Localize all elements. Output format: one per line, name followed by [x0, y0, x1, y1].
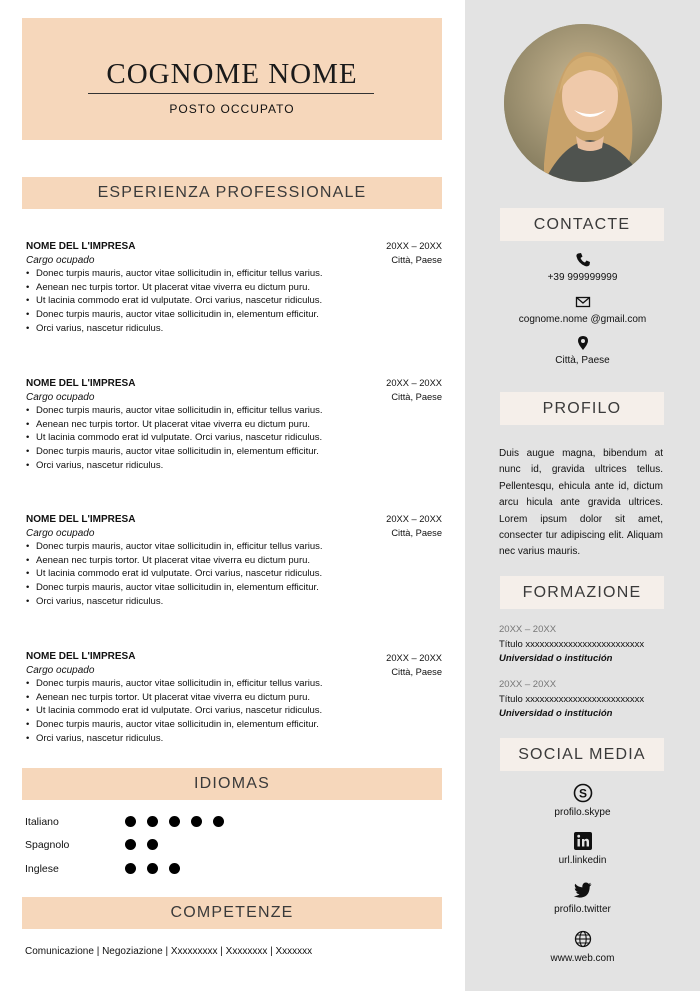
level-dot	[147, 863, 158, 874]
phone-icon	[575, 252, 591, 268]
phone-number: +39 999999999	[547, 272, 618, 283]
education-school: Universidad o institución	[499, 653, 613, 664]
education-school: Universidad o institución	[499, 708, 613, 719]
name-divider	[88, 93, 374, 94]
bullet-item: • Aenean nec turpis tortor. Ut placerat vitae viverra eu dictum puru.	[26, 418, 442, 432]
experience-meta	[386, 377, 442, 404]
experience-meta	[386, 652, 442, 679]
experience-period: 20XX – 20XX	[386, 378, 442, 388]
level-dot	[125, 839, 136, 850]
experience-period: 20XX – 20XX	[386, 653, 442, 663]
education-title: Título xxxxxxxxxxxxxxxxxxxxxxxxx	[499, 638, 645, 650]
bullet-item: • Donec turpis mauris, auctor vitae sollicitudin in, efficitur tellus varius.	[26, 267, 442, 281]
bullet-item: • Donec turpis mauris, auctor vitae sollicitudin in, elementum efficitur.	[26, 581, 442, 595]
linkedin-icon	[573, 831, 593, 851]
skills-list: Comunicazione | Negoziazione | Xxxxxxxxx | Xxxxxxxx | Xxxxxxx	[25, 946, 313, 957]
skype-handle[interactable]: profilo.skype	[554, 807, 611, 818]
company-name: NOME DEL L'IMPRESA	[26, 241, 136, 252]
language-level	[125, 839, 158, 850]
experience-entry	[26, 650, 442, 745]
bullet-item: • Orci varius, nascetur ridiculus.	[26, 322, 442, 336]
profile-summary: Duis augue magna, bibendum at nunc id, gravida ultrices tellus. Pellentesqu, ehicula ante id, dictum arcu hicula ante gravida ultrices. Lorem ipsum dolor sit amet, consecter tur adipiscing elit. Aliquam nec varius mauris.	[499, 448, 663, 558]
job-role: Cargo ocupado	[26, 391, 95, 403]
svg-text:S: S	[578, 786, 587, 801]
envelope-icon	[575, 294, 591, 310]
language-row	[25, 860, 425, 880]
contact-location	[465, 335, 700, 366]
experience-bullets	[26, 677, 442, 745]
experience-entry	[26, 377, 442, 472]
social-website[interactable]	[465, 929, 700, 964]
language-row	[25, 813, 425, 833]
experience-location: Città, Paese	[391, 391, 442, 402]
bullet-item: • Ut lacinia commodo erat id vulputate. Orci varius, nascetur ridiculus.	[26, 704, 442, 718]
experience-meta	[386, 513, 442, 540]
language-level	[125, 816, 224, 827]
bullet-item: • Donec turpis mauris, auctor vitae sollicitudin in, efficitur tellus varius.	[26, 677, 442, 691]
education-period: 20XX – 20XX	[499, 624, 557, 635]
level-dot	[125, 816, 136, 827]
bullet-item: • Aenean nec turpis tortor. Ut placerat vitae viverra eu dictum puru.	[26, 691, 442, 705]
experience-bullets	[26, 540, 442, 608]
bullet-item: • Donec turpis mauris, auctor vitae sollicitudin in, elementum efficitur.	[26, 718, 442, 732]
job-role: Cargo ocupado	[26, 527, 95, 539]
sidebar	[465, 0, 700, 991]
experience-location: Città, Paese	[391, 254, 442, 265]
section-title-languages: IDIOMAS	[22, 768, 442, 800]
header-block	[22, 18, 442, 140]
education-title: Título xxxxxxxxxxxxxxxxxxxxxxxxx	[499, 693, 645, 705]
level-dot	[147, 839, 158, 850]
globe-icon	[573, 929, 593, 949]
bullet-item: • Donec turpis mauris, auctor vitae sollicitudin in, elementum efficitur.	[26, 308, 442, 322]
email-address: cognome.nome @gmail.com	[518, 314, 647, 325]
experience-meta	[386, 240, 442, 267]
bullet-item: • Orci varius, nascetur ridiculus.	[26, 595, 442, 609]
twitter-icon	[573, 880, 593, 900]
job-role: Cargo ocupado	[26, 254, 95, 266]
linkedin-url[interactable]: url.linkedin	[558, 855, 607, 866]
experience-period: 20XX – 20XX	[386, 241, 442, 251]
profile-photo	[504, 24, 662, 182]
experience-location: Città, Paese	[391, 666, 442, 677]
education-period: 20XX – 20XX	[499, 679, 557, 690]
language-name: Italiano	[25, 816, 59, 828]
social-twitter[interactable]	[465, 880, 700, 915]
education-entry	[499, 623, 689, 667]
company-name: NOME DEL L'IMPRESA	[26, 378, 136, 389]
bullet-item: • Aenean nec turpis tortor. Ut placerat vitae viverra eu dictum puru.	[26, 281, 442, 295]
level-dot	[213, 816, 224, 827]
twitter-handle[interactable]: profilo.twitter	[554, 904, 611, 915]
level-dot	[125, 863, 136, 874]
bullet-item: • Donec turpis mauris, auctor vitae sollicitudin in, efficitur tellus varius.	[26, 404, 442, 418]
social-skype[interactable]	[465, 783, 700, 818]
section-title-skills: COMPETENZE	[22, 897, 442, 929]
contact-phone	[465, 252, 700, 283]
language-name: Inglese	[25, 863, 59, 875]
experience-bullets	[26, 404, 442, 472]
section-title-social: SOCIAL MEDIA	[500, 738, 664, 771]
job-role: Cargo ocupado	[26, 664, 95, 676]
bullet-item: • Ut lacinia commodo erat id vulputate. Orci varius, nascetur ridiculus.	[26, 431, 442, 445]
contact-email	[465, 294, 700, 325]
level-dot	[191, 816, 202, 827]
section-title-profile: PROFILO	[500, 392, 664, 425]
section-title-experience: ESPERIENZA PROFESSIONALE	[22, 177, 442, 209]
location-text: Città, Paese	[555, 355, 610, 366]
bullet-item: • Aenean nec turpis tortor. Ut placerat vitae viverra eu dictum puru.	[26, 554, 442, 568]
experience-bullets	[26, 267, 442, 335]
social-linkedin[interactable]	[465, 831, 700, 866]
level-dot	[147, 816, 158, 827]
bullet-item: • Ut lacinia commodo erat id vulputate. Orci varius, nascetur ridiculus.	[26, 294, 442, 308]
bullet-item: • Orci varius, nascetur ridiculus.	[26, 459, 442, 473]
bullet-item: • Orci varius, nascetur ridiculus.	[26, 732, 442, 746]
bullet-item: • Ut lacinia commodo erat id vulputate. Orci varius, nascetur ridiculus.	[26, 567, 442, 581]
language-row	[25, 836, 425, 856]
bullet-item: • Donec turpis mauris, auctor vitae sollicitudin in, efficitur tellus varius.	[26, 540, 442, 554]
experience-entry	[26, 513, 442, 608]
company-name: NOME DEL L'IMPRESA	[26, 514, 136, 525]
experience-location: Città, Paese	[391, 527, 442, 538]
company-name: NOME DEL L'IMPRESA	[26, 651, 136, 662]
bullet-item: • Donec turpis mauris, auctor vitae sollicitudin in, elementum efficitur.	[26, 445, 442, 459]
experience-entry	[26, 240, 442, 335]
map-pin-icon	[575, 335, 591, 351]
website-url[interactable]: www.web.com	[550, 953, 615, 964]
job-title: POSTO OCCUPATO	[169, 102, 295, 116]
language-level	[125, 863, 180, 874]
education-entry	[499, 678, 689, 722]
person-name: COGNOME NOME	[106, 58, 358, 90]
section-title-contact: CONTACTE	[500, 208, 664, 241]
level-dot	[169, 863, 180, 874]
level-dot	[169, 816, 180, 827]
language-name: Spagnolo	[25, 839, 70, 851]
section-title-education: FORMAZIONE	[500, 576, 664, 609]
skype-icon	[573, 783, 593, 803]
experience-period: 20XX – 20XX	[386, 514, 442, 524]
